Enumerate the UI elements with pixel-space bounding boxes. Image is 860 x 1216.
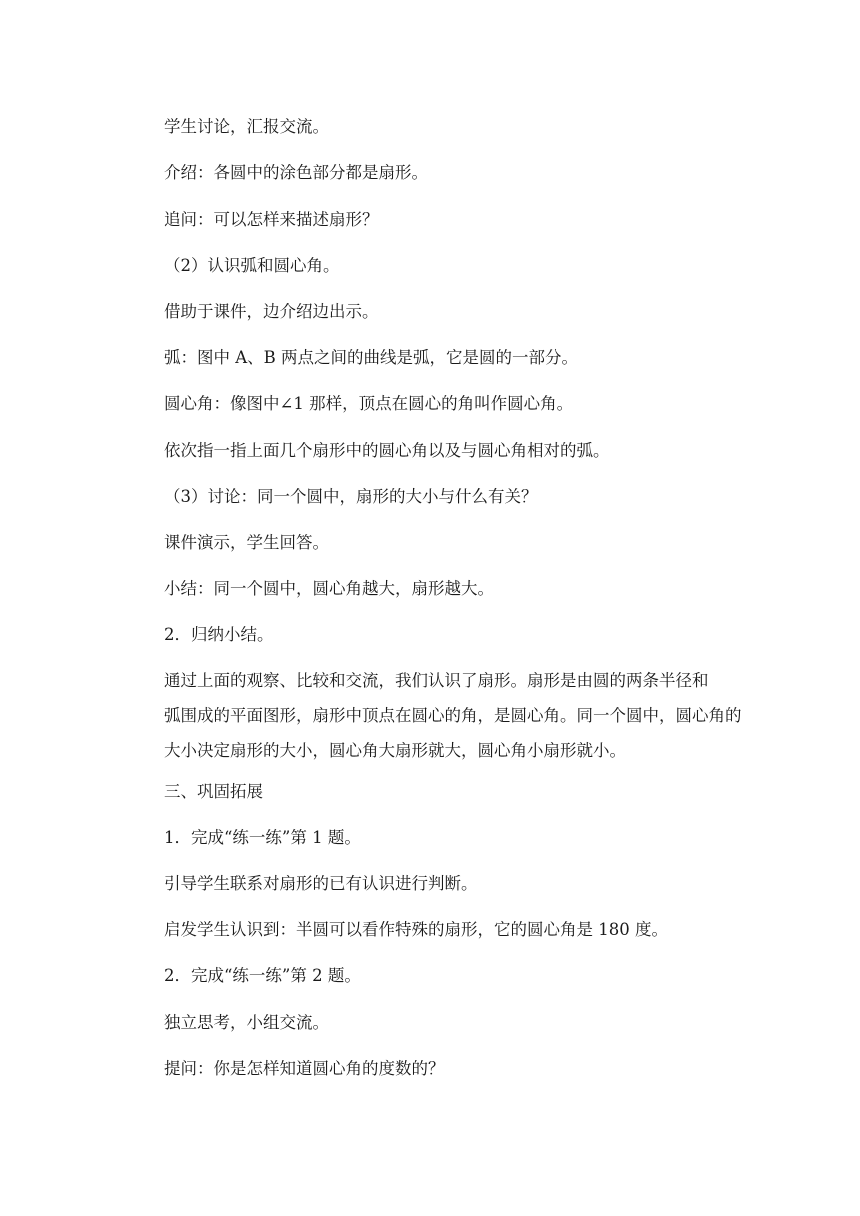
paragraph-line: 弧围成的平面图形，扇形中顶点在圆心的角，是圆心角。同一个圆中，圆心角的 xyxy=(164,706,742,725)
text-line: 追问：可以怎样来描述扇形？ xyxy=(164,210,379,229)
text-line: 介绍：各圆中的涂色部分都是扇形。 xyxy=(164,163,428,182)
paragraph-line: 大小决定扇形的大小，圆心角大扇形就大，圆心角小扇形就小。 xyxy=(164,741,626,760)
text-line: 学生讨论，汇报交流。 xyxy=(164,117,329,136)
text-line: 小结：同一个圆中，圆心角越大，扇形越大。 xyxy=(164,579,494,598)
section-heading: 三、巩固拓展 xyxy=(164,782,263,801)
text-line: 弧：图中 A、B 两点之间的曲线是弧，它是圆的一部分。 xyxy=(164,348,579,367)
text-line: 提问：你是怎样知道圆心角的度数的？ xyxy=(164,1059,445,1078)
section-heading: （2）认识弧和圆心角。 xyxy=(164,256,340,275)
text-line: 课件演示，学生回答。 xyxy=(164,533,329,552)
section-heading: 2．归纳小结。 xyxy=(164,625,274,644)
text-line: 2．完成“练一练”第 2 题。 xyxy=(164,966,361,985)
paragraph-line: 通过上面的观察、比较和交流，我们认识了扇形。扇形是由圆的两条半径和 xyxy=(164,671,709,690)
text-line: 借助于课件，边介绍边出示。 xyxy=(164,302,379,321)
text-line: 圆心角：像图中∠1 那样，顶点在圆心的角叫作圆心角。 xyxy=(164,394,574,413)
text-line: 独立思考，小组交流。 xyxy=(164,1013,329,1032)
text-line: 启发学生认识到：半圆可以看作特殊的扇形，它的圆心角是 180 度。 xyxy=(164,920,668,939)
text-line: 引导学生联系对扇形的已有认识进行判断。 xyxy=(164,874,478,893)
section-heading: （3）讨论：同一个圆中，扇形的大小与什么有关？ xyxy=(164,487,538,506)
text-line: 1．完成“练一练”第 1 题。 xyxy=(164,828,361,847)
summary-paragraph xyxy=(164,669,742,774)
text-line: 依次指一指上面几个扇形中的圆心角以及与圆心角相对的弧。 xyxy=(164,441,610,460)
